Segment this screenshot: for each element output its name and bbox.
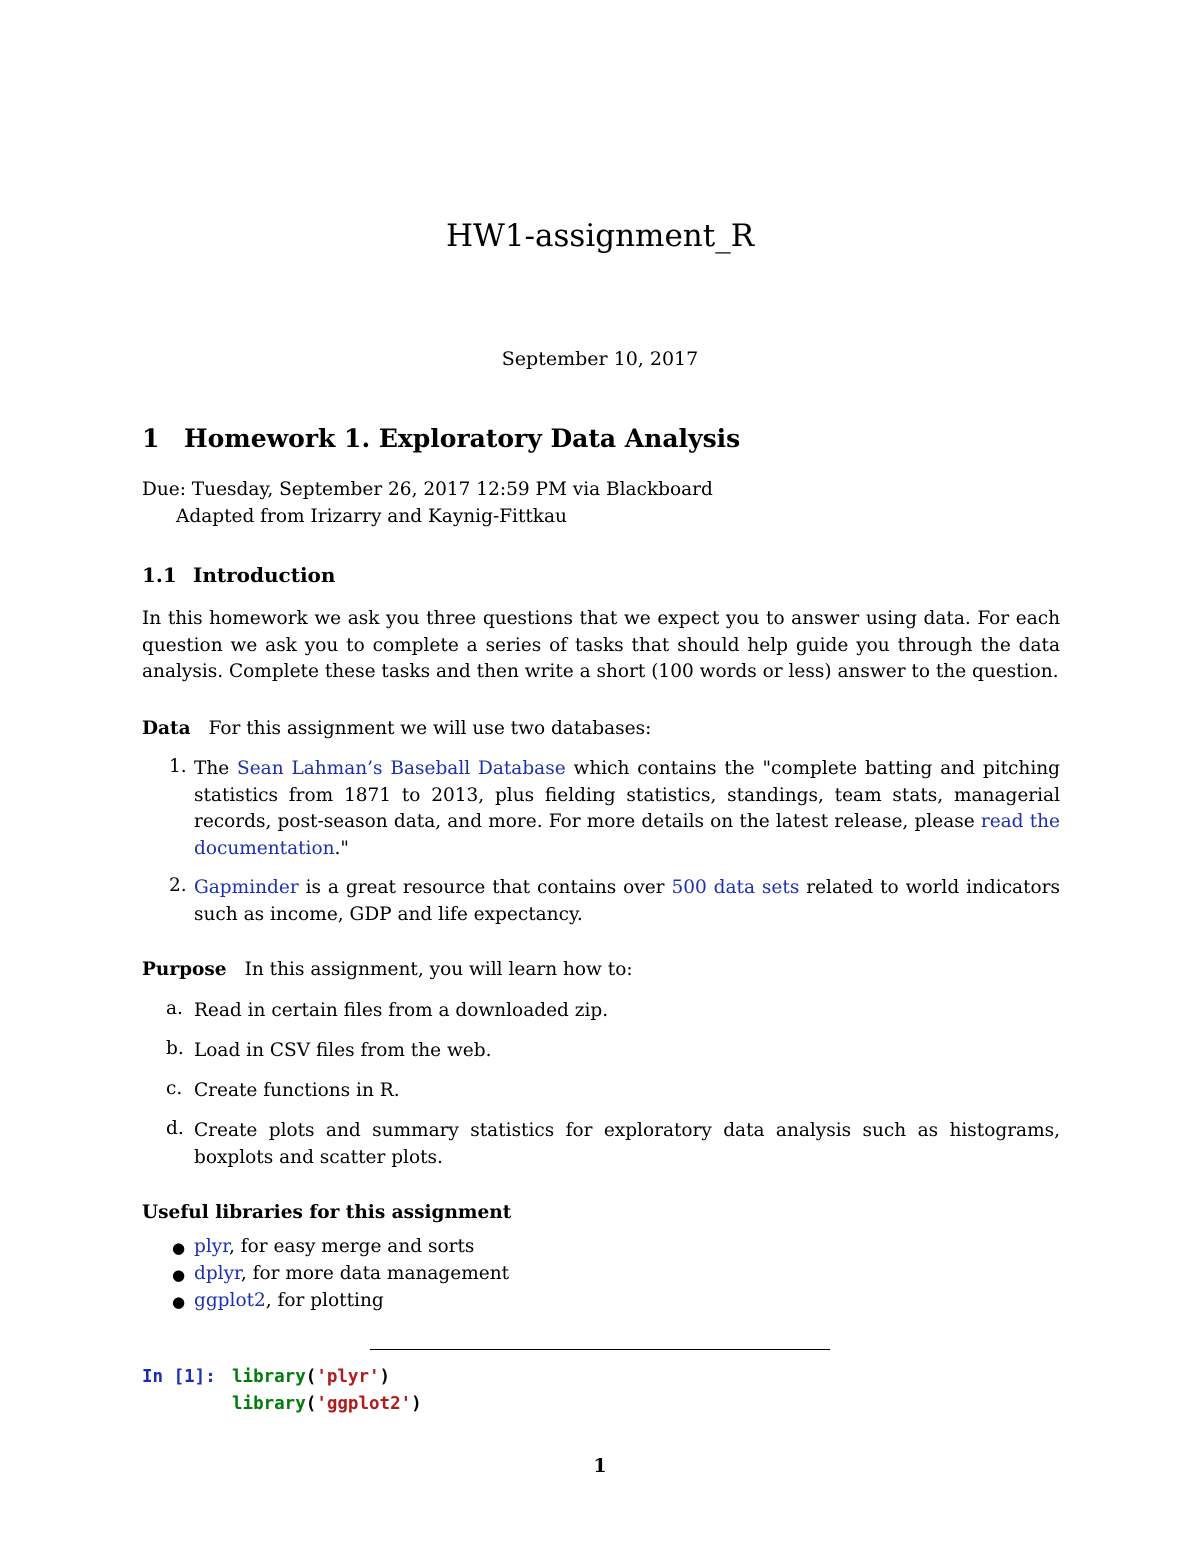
purpose-text: In this assignment, you will learn how to: xyxy=(244,959,633,980)
section-number: 1 xyxy=(142,424,160,453)
intro-paragraph: In this homework we ask you three questions that we expect you to answer using data. For each question we ask you to complete a series of tasks that should help guide you through the data analysis. Complete these tasks and then write a short (100 words or less) answer to the question. xyxy=(142,608,1060,682)
data-item-2: Gapminder is a great resource that contains over 500 data sets related to world indicators such as income, GDP and life expectancy. xyxy=(194,877,1060,925)
dplyr-link[interactable]: dplyr xyxy=(194,1263,241,1284)
subsection-number: 1.1 xyxy=(142,563,177,587)
due-line: Due: Tuesday, September 26, 2017 12:59 PM via Blackboard xyxy=(142,479,713,500)
data-label: Data xyxy=(142,718,191,739)
subsection-title: Introduction xyxy=(193,563,336,587)
document-title: HW1-assignment_R xyxy=(445,218,755,254)
section-heading xyxy=(142,424,740,453)
purpose-item: Load in CSV files from the web. xyxy=(194,1040,492,1061)
ggplot2-link[interactable]: ggplot2 xyxy=(194,1290,266,1311)
gapminder-link[interactable]: Gapminder xyxy=(194,877,299,898)
purpose-item: Create functions in R. xyxy=(194,1080,400,1101)
document-date: September 10, 2017 xyxy=(501,348,699,370)
library-item: dplyr, for more data management xyxy=(194,1263,510,1284)
data-paragraph xyxy=(142,718,651,739)
bullet-icon: ● xyxy=(172,1266,186,1284)
purpose-item-marker: a. xyxy=(166,998,183,1019)
data-item-marker: 2. xyxy=(169,875,187,896)
code-line: library('ggplot2') xyxy=(232,1394,422,1414)
adapted-line: Adapted from Irizarry and Kaynig-Fittkau xyxy=(176,506,567,527)
code-prompt: In [1]: xyxy=(142,1367,216,1387)
plyr-link[interactable]: plyr xyxy=(194,1236,230,1257)
library-item: plyr, for easy merge and sorts xyxy=(194,1236,475,1257)
library-item: ggplot2, for plotting xyxy=(194,1290,384,1311)
lahman-database-link[interactable]: Sean Lahman’s Baseball Database xyxy=(237,758,566,779)
purpose-item-marker: d. xyxy=(166,1118,184,1139)
read-documentation-link[interactable]: read the documentation xyxy=(194,811,1060,859)
data-item-marker: 1. xyxy=(169,756,187,777)
libraries-heading: Useful libraries for this assignment xyxy=(142,1202,512,1223)
bullet-icon: ● xyxy=(172,1239,186,1257)
purpose-item: Create plots and summary statistics for exploratory data analysis such as histograms, boxplots and scatter plots. xyxy=(194,1120,1060,1168)
data-text: For this assignment we will use two databases: xyxy=(208,718,652,739)
purpose-label: Purpose xyxy=(142,959,227,980)
horizontal-rule xyxy=(370,1349,830,1350)
data-sets-link[interactable]: 500 data sets xyxy=(671,877,800,898)
purpose-item-marker: b. xyxy=(166,1038,184,1059)
purpose-item: Read in certain files from a downloaded zip. xyxy=(194,1000,609,1021)
page-number: 1 xyxy=(593,1455,607,1477)
purpose-paragraph xyxy=(142,959,633,980)
bullet-icon: ● xyxy=(172,1293,186,1311)
data-item-1: The Sean Lahman’s Baseball Database which contains the "complete batting and pitching statistics from 1871 to 2013, plus fielding statistics, standings, team stats, managerial records, post-season data, and more. For more details on the latest release, please read the documentation." xyxy=(194,758,1060,859)
code-line: library('plyr') xyxy=(232,1367,391,1387)
section-title: Homework 1. Exploratory Data Analysis xyxy=(184,424,741,453)
purpose-item-marker: c. xyxy=(166,1078,183,1099)
subsection-heading xyxy=(142,563,335,587)
